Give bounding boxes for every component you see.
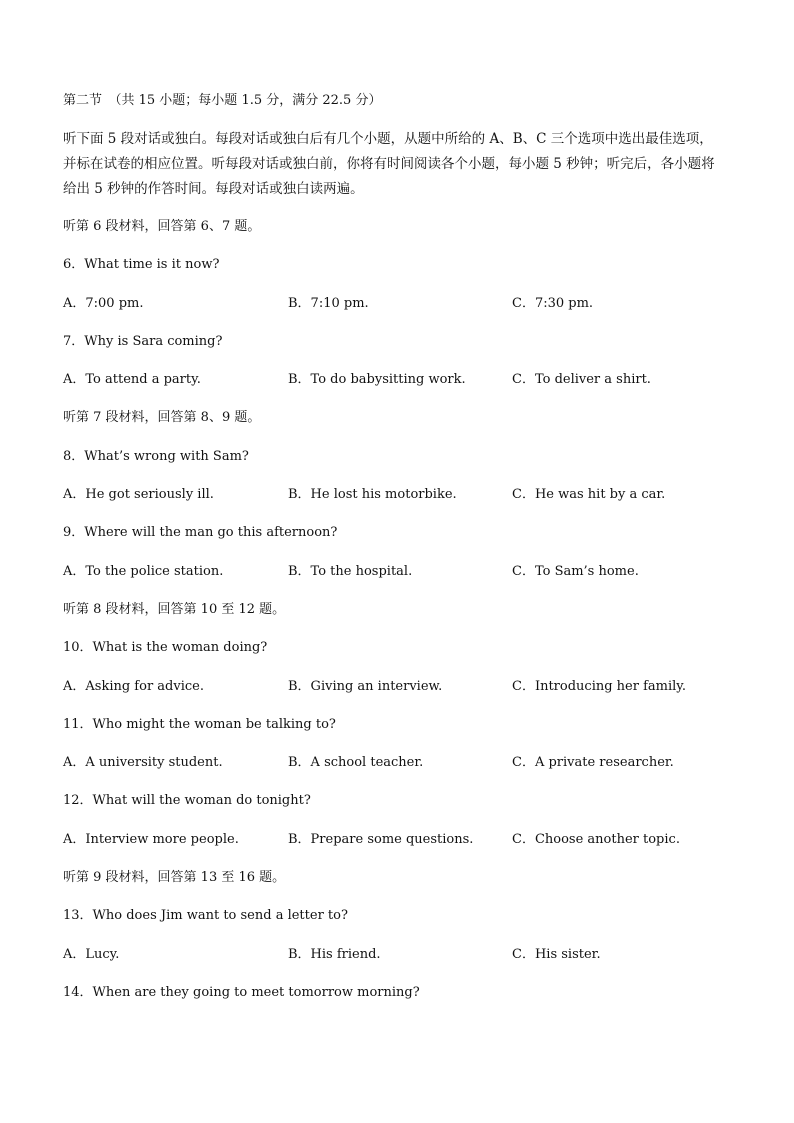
question-stem: 13．Who does Jim want to send a letter to? — [63, 908, 348, 923]
question-stem: 8．What’s wrong with Sam? — [63, 449, 249, 464]
option-c[interactable]: C．He was hit by a car. — [512, 487, 666, 502]
option-a[interactable]: A．He got seriously ill. — [63, 487, 214, 502]
option-a[interactable]: A．Asking for advice. — [63, 679, 204, 694]
option-a[interactable]: A．7:00 pm. — [63, 296, 144, 311]
option-c[interactable]: C．His sister. — [512, 947, 601, 962]
question-stem: 9．Where will the man go this afternoon? — [63, 525, 338, 540]
instructions-line-2: 并标在试卷的相应位置。听每段对话或独白前，你将有时间阅读各个小题，每小题 5 秒钟；听完后，各小题将 — [63, 156, 715, 172]
option-b[interactable]: B．To do babysitting work. — [288, 372, 466, 387]
instructions-line-3: 给出 5 秒钟的作答时间。每段对话或独白读两遍。 — [63, 181, 364, 197]
option-c[interactable]: C．To Sam’s home. — [512, 564, 639, 579]
option-a[interactable]: A．To the police station. — [63, 564, 224, 579]
option-a[interactable]: A．Lucy. — [63, 947, 120, 962]
option-b[interactable]: B．A school teacher. — [288, 755, 424, 770]
group-heading: 听第 7 段材料，回答第 8、9 题。 — [63, 410, 261, 425]
option-b[interactable]: B．7:10 pm. — [288, 296, 369, 311]
instructions-line-1: 听下面 5 段对话或独白。每段对话或独白后有几个小题，从题中所给的 A、B、C 三个选项中选出最佳选项， — [63, 131, 713, 147]
option-c[interactable]: C．To deliver a shirt. — [512, 372, 651, 387]
question-stem: 6．What time is it now? — [63, 257, 220, 272]
group-heading: 听第 8 段材料，回答第 10 至 12 题。 — [63, 602, 286, 617]
question-stem: 7．Why is Sara coming? — [63, 334, 223, 349]
question-stem: 10．What is the woman doing? — [63, 640, 268, 655]
option-c[interactable]: C．Introducing her family. — [512, 679, 687, 694]
question-stem: 14．When are they going to meet tomorrow morning? — [63, 985, 420, 1000]
option-b[interactable]: B．He lost his motorbike. — [288, 487, 457, 502]
section-title: 第二节 （共 15 小题；每小题 1.5 分，满分 22.5 分） — [63, 93, 382, 108]
option-c[interactable]: C．Choose another topic. — [512, 832, 680, 847]
group-heading: 听第 9 段材料，回答第 13 至 16 题。 — [63, 870, 286, 885]
option-c[interactable]: C．7:30 pm. — [512, 296, 594, 311]
question-stem: 12．What will the woman do tonight? — [63, 793, 311, 808]
option-b[interactable]: B．Prepare some questions. — [288, 832, 474, 847]
group-heading: 听第 6 段材料，回答第 6、7 题。 — [63, 219, 261, 234]
option-a[interactable]: A．To attend a party. — [63, 372, 201, 387]
option-a[interactable]: A．Interview more people. — [63, 832, 239, 847]
question-stem: 11．Who might the woman be talking to? — [63, 717, 336, 732]
option-a[interactable]: A．A university student. — [63, 755, 223, 770]
option-c[interactable]: C．A private researcher. — [512, 755, 674, 770]
option-b[interactable]: B．To the hospital. — [288, 564, 413, 579]
option-b[interactable]: B．Giving an interview. — [288, 679, 443, 694]
option-b[interactable]: B．His friend. — [288, 947, 381, 962]
